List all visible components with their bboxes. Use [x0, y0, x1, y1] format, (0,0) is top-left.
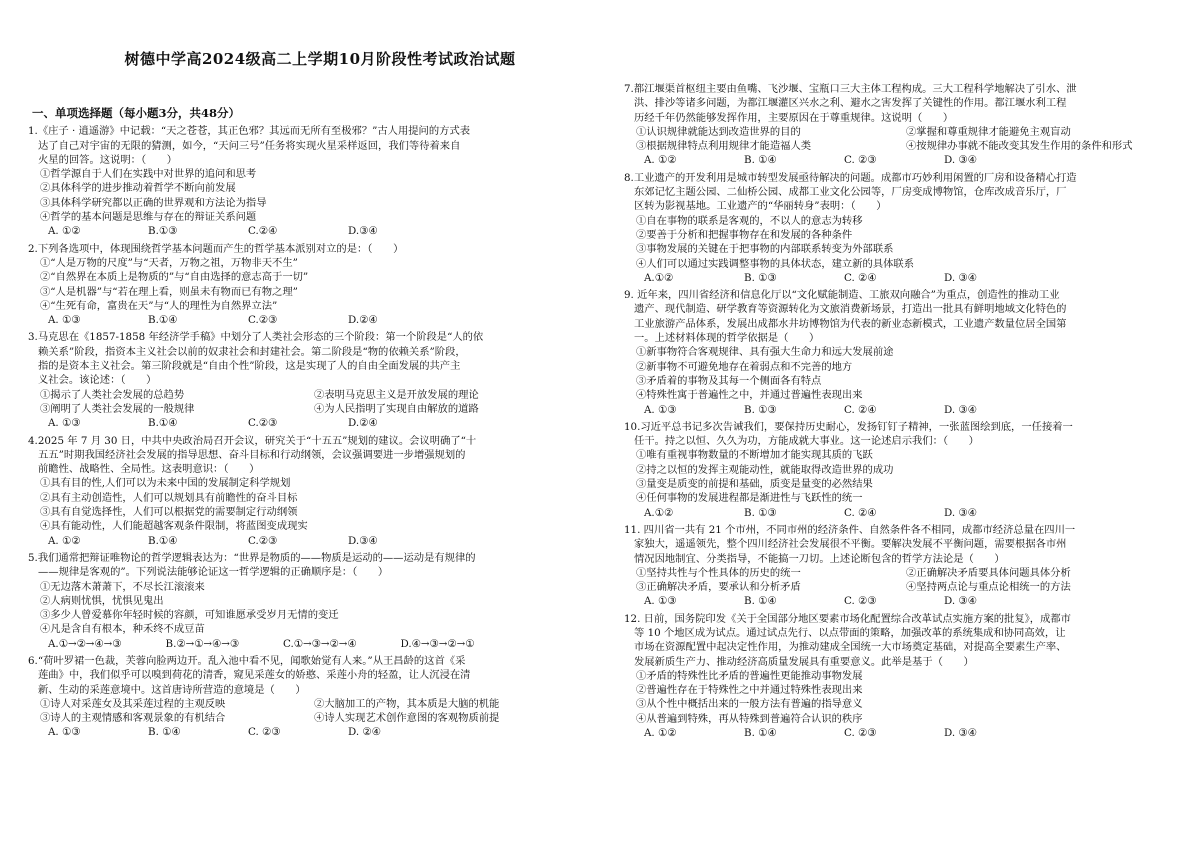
option-row — [28, 711, 588, 725]
question-item — [624, 288, 1176, 417]
answer-choices — [624, 403, 1044, 417]
question-stem-line: 莲曲》中，我们似乎可以嗅到荷花的清香，窥见采莲女的娇憨、采莲小舟的轻盈，让人沉浸在清 — [38, 669, 471, 682]
answer-choice[interactable]: C.②③ — [248, 534, 278, 547]
question-stem-line: 工业旅游产品体系，发展出成都水井坊博物馆为代表的新业态新模式，工业遗产数量位居全国第 — [634, 317, 1067, 330]
question-item — [28, 124, 588, 238]
question-stem-line: 前瞻性、战略性、全局性。这表明意识：（ ） — [38, 463, 260, 476]
question-stem-line: 洪、排沙等诸多问题，为都江堰灌区兴水之利、避水之害发挥了关键性的作用。都江堰水利工程 — [634, 97, 1067, 110]
answer-choice[interactable]: A. ①③ — [644, 595, 677, 608]
statement-option: ①坚持共性与个性具体的历史的统一 — [636, 566, 801, 579]
question-stem-line: 一。上述材料体现的哲学依据是（ ） — [634, 332, 820, 345]
answer-choice[interactable]: C. ②④ — [844, 506, 877, 519]
statement-option: ④从普遍到特殊，再从特殊到普遍符合认识的秩序 — [636, 712, 863, 725]
statement-option: ③具有自觉选择性，人们可以根据党的需要制定行动纲领 — [40, 506, 298, 519]
statement-option: ④按规律办事就不能改变其发生作用的条件和形式 — [906, 140, 1133, 153]
statement-option: ②要善于分析和把握事物存在和发展的各种条件 — [636, 228, 853, 241]
statement-option: ③量变是质变的前提和基础，质变是量变的必然结果 — [636, 478, 873, 491]
question-stem-line: 达了自己对宇宙的无限的猜测，如今，“天问三号”任务将实现火星采样返回，我们等待着来自 — [38, 139, 461, 152]
statement-option: ③矛盾着的事物及其每一个侧面各有特点 — [636, 374, 822, 387]
question-item — [28, 242, 588, 328]
option-row — [28, 388, 588, 402]
statement-option: ②持之以恒的发挥主观能动性，就能取得改造世界的成功 — [636, 463, 894, 476]
answer-choices — [28, 637, 518, 651]
answer-choice[interactable]: C. ②③ — [248, 726, 281, 739]
answer-choice[interactable]: C.②③ — [248, 417, 278, 430]
question-stem-line: 等 10 个地区成为试点。通过试点先行、以点带面的策略，加强改革的系统集成和协同高效，让 — [634, 626, 1066, 639]
question-stem-line: 7.都江堰渠首枢纽主要由鱼嘴、飞沙堰、宝瓶口三大主体工程构成。三大工程科学地解决了引水、泄 — [624, 83, 1077, 95]
option-row — [624, 125, 1176, 139]
answer-choices — [28, 725, 448, 739]
answer-choice[interactable]: B.①④ — [148, 534, 178, 547]
answer-choice[interactable]: D. ③④ — [944, 154, 977, 167]
question-stem-line: 五五”时期我国经济社会发展的指导思想、奋斗目标和行动纲领，会议强调要进一步增强规划的 — [38, 448, 466, 461]
answer-choice[interactable]: D. ③④ — [944, 403, 977, 416]
answer-choice[interactable]: D. ③④ — [944, 506, 977, 519]
statement-option: ①“人是万物的尺度”与“天者，万物之祖，万物非天不生” — [40, 256, 298, 269]
question-stem-line: 历经千年仍然能够发挥作用，主要原因在于尊重规律。这说明（ ） — [634, 111, 954, 124]
question-stem-line: 火星的回答。这说明：（ ） — [38, 153, 178, 166]
question-item — [28, 330, 588, 430]
statement-option: ②具体科学的进步推动着哲学不断向前发展 — [40, 182, 236, 195]
answer-choices — [624, 271, 1044, 285]
statement-option: ④为人民指明了实现自由解放的道路 — [314, 402, 479, 415]
statement-option: ②掌握和尊重规律才能避免主观盲动 — [906, 125, 1071, 138]
answer-choice[interactable]: D. ②④ — [348, 726, 381, 739]
question-stem-line: 遗产、现代制造、研学教育等资源转化为文旅消费新场景，打造出一批具有鲜明地域文化特色的 — [634, 303, 1067, 316]
answer-choice[interactable]: B.①③ — [148, 225, 178, 238]
statement-option: ④特殊性寓于普遍性之中，并通过普遍性表现出来 — [636, 389, 863, 402]
statement-option: ②正确解决矛盾要具体问题具体分析 — [906, 566, 1071, 579]
answer-choice[interactable]: A.①② — [644, 506, 674, 519]
statement-option: ③正确解决矛盾，要承认和分析矛盾 — [636, 581, 801, 594]
statement-option: ④哲学的基本问题是思维与存在的辩证关系问题 — [40, 211, 257, 224]
question-stem-line: 11. 四川省一共有 21 个市州，不同市州的经济条件、自然条件各不相同，成都市经济总量在四川一 — [624, 523, 1076, 536]
section-header: 一、单项选择题（每小题3分，共48分） — [32, 106, 241, 120]
question-stem-line: 情况因地制宜、分类指导，不能搞一刀切。上述论断包含的哲学方法论是（ ） — [634, 552, 1005, 565]
answer-choice[interactable]: C. ②④ — [844, 271, 877, 284]
answer-choices — [624, 594, 1044, 608]
answer-choice[interactable]: D.②④ — [348, 314, 378, 327]
question-stem-line: ——规律是客观的”。下列说法能够论证这一哲学逻辑的正确顺序是：（ ） — [38, 566, 389, 579]
exam-title: 树德中学高2024级高二上学期10月阶段性考试政治试题 — [124, 50, 516, 68]
statement-option: ④“生死有命，富贵在天”与“人的理性为自然界立法” — [40, 299, 278, 312]
question-item — [624, 612, 1176, 741]
question-stem-line: 1.《庄子 · 逍遥游》中记载：“天之苍苍，其正色邪？其远而无所有至极邪？”古人用提问的方式表 — [28, 125, 471, 138]
statement-option: ①诗人对采莲女及其采莲过程的主观反映 — [40, 697, 226, 710]
answer-choice[interactable]: A. ①② — [48, 534, 81, 547]
answer-choice[interactable]: B.①④ — [148, 314, 178, 327]
statement-option: ④坚持两点论与重点论相统一的方法 — [906, 581, 1071, 594]
answer-choice[interactable]: B. ①③ — [744, 271, 777, 284]
answer-choice[interactable]: A. ①③ — [48, 726, 81, 739]
question-stem-line: 9. 近年来，四川省经济和信息化厅以“文化赋能制造、工旅双向融合”为重点，创造性的推动工业 — [624, 289, 1060, 302]
answer-choice[interactable]: C. ②③ — [844, 154, 877, 167]
answer-choice[interactable]: B.①④ — [148, 417, 178, 430]
question-stem-line: 8.工业遗产的开发利用是城市转型发展亟待解决的问题。成都市巧妙利用闲置的厂房和设备精心打造 — [624, 171, 1077, 184]
question-stem-line: 新、生动的采莲意境中。这首唐诗所营造的意境是（ ） — [38, 683, 306, 696]
left-question-list — [28, 124, 588, 739]
statement-option: ①认识规律就能达到改造世界的目的 — [636, 125, 801, 138]
statement-option: ①揭示了人类社会发展的总趋势 — [40, 388, 185, 401]
answer-choice[interactable]: A.①② — [644, 271, 674, 284]
answer-choice[interactable]: C. ②③ — [844, 595, 877, 608]
option-row — [624, 566, 1176, 580]
question-stem-line: 义社会。该论述：（ ） — [38, 374, 157, 387]
question-stem-line: 5.我们通常把辩证唯物论的哲学逻辑表达为：“世界是物质的——物质是运动的——运动是有规律的 — [28, 551, 476, 564]
statement-option: ②表明马克思主义是开放发展的理论 — [314, 388, 479, 401]
answer-choice[interactable]: D. ③④ — [944, 271, 977, 284]
statement-option: ①具有目的性,人们可以为未来中国的发展制定科学规划 — [40, 477, 291, 490]
question-item — [624, 523, 1176, 609]
question-stem-line: 4.2025 年 7 月 30 日，中共中央政治局召开会议，研究关于“十五五”规划的建议。会议明确了“十 — [28, 434, 477, 447]
statement-option: ③从个性中概括出来的一般方法有普遍的指导意义 — [636, 698, 863, 711]
question-stem-line: 3.马克思在《1857-1858 年经济学手稿》中划分了人类社会形态的三个阶段：第一个阶段是“人的依 — [28, 331, 484, 344]
answer-choices — [28, 534, 448, 548]
question-stem-line: 发展新质生产力、推动经济高质量发展具有重要意义。此举是基于（ ） — [634, 655, 974, 668]
answer-choices — [624, 153, 1044, 167]
question-stem-line: 10.习近平总书记多次告诫我们，要保持历史耐心，发扬钉钉子精神，一张蓝图绘到底，一任接着一 — [624, 420, 1073, 433]
answer-choice[interactable]: D.④→③→②→① — [400, 637, 475, 650]
statement-option: ④人们可以通过实践调整事物的具体状态，建立新的具体联系 — [636, 257, 915, 270]
answer-choice[interactable]: D. ③④ — [944, 727, 977, 740]
statement-option: ①新事物符合客观规律、具有强大生命力和远大发展前途 — [636, 346, 894, 359]
answer-choice[interactable]: C.②③ — [248, 314, 278, 327]
question-stem-line: 赖关系”阶段，指资本主义社会以前的奴隶社会和封建社会。第二阶段是“物的依赖关系”阶段， — [38, 345, 466, 358]
statement-option: ④任何事物的发展进程都是渐进性与飞跃性的统一 — [636, 492, 863, 505]
answer-choice[interactable]: D.②④ — [348, 417, 378, 430]
statement-option: ④具有能动性，人们能超越客观条件限制，将蓝图变成现实 — [40, 520, 308, 533]
answer-choice[interactable]: A. ①② — [644, 154, 677, 167]
statement-option: ①矛盾的特殊性比矛盾的普遍性更能推动事物发展 — [636, 669, 863, 682]
statement-option: ③“人是机器”与“若在理上看，则虽未有物而已有物之理” — [40, 285, 298, 298]
statement-option: ③具体科学研究都以正确的世界观和方法论为指导 — [40, 196, 267, 209]
answer-choice[interactable]: B. ①④ — [744, 154, 777, 167]
answer-choice[interactable]: C.①→③→②→④ — [283, 637, 357, 650]
statement-option: ②大脑加工的产物，其本质是大脑的机能 — [314, 697, 500, 710]
answer-choice[interactable]: B. ①④ — [744, 727, 777, 740]
question-item — [624, 171, 1176, 285]
question-stem-line: 区转为影视基地。工业遗产的“华丽转身”表明：（ ） — [634, 200, 887, 213]
statement-option: ③事物发展的关键在于把事物的内部联系转变为外部联系 — [636, 243, 894, 256]
answer-choice[interactable]: B. ①④ — [744, 595, 777, 608]
question-stem-line: 6.“荷叶罗裙一色裁，芙蓉向脸两边开。乱入池中看不见，闻歌始觉有人来。”从王昌龄的这首《采 — [28, 654, 466, 667]
statement-option: ①哲学源自于人们在实践中对世界的追问和思考 — [40, 168, 257, 181]
answer-choice[interactable]: A. ①② — [644, 727, 677, 740]
answer-choice[interactable]: A.①→②→④→③ — [48, 637, 122, 650]
question-stem-line: 2.下列各选项中，体现围绕哲学基本问题而产生的哲学基本派别对立的是：（ ） — [28, 242, 404, 255]
question-item — [624, 420, 1176, 520]
question-item — [28, 551, 588, 651]
left-column — [28, 106, 588, 743]
statement-option: ②人病则忧惧，忧惧见鬼出 — [40, 594, 164, 607]
statement-option: ②“自然界在本质上是物质的”与“自由选择的意志高于一切” — [40, 271, 309, 284]
statement-option: ②新事物不可避免地存在着弱点和不完善的地方 — [636, 360, 853, 373]
answer-choices — [624, 506, 1044, 520]
statement-option: ①唯有重视事物数量的不断增加才能实现其质的飞跃 — [636, 449, 873, 462]
statement-option: ①自在事物的联系是客观的，不以人的意志为转移 — [636, 214, 863, 227]
question-item — [624, 82, 1176, 168]
answer-choice[interactable]: B. ①③ — [744, 403, 777, 416]
answer-choices — [28, 224, 448, 238]
right-question-list — [624, 82, 1176, 740]
statement-option: ③多少人曾爱慕你年轻时候的容颜，可知谁愿承受岁月无情的变迁 — [40, 609, 339, 622]
statement-option: ③根据规律特点利用规律才能造福人类 — [636, 140, 812, 153]
answer-choices — [624, 726, 1044, 740]
answer-choice[interactable]: A. ①③ — [48, 314, 81, 327]
answer-choice[interactable]: B. ①③ — [744, 506, 777, 519]
answer-choice[interactable]: A. ①② — [48, 225, 81, 238]
question-stem-line: 任干。持之以恒、久久为功，方能成就大事业。这一论述启示我们：（ ） — [634, 435, 979, 448]
question-item — [28, 434, 588, 548]
answer-choice[interactable]: C. ②③ — [844, 727, 877, 740]
question-stem-line: 市场在资源配置中起决定性作用，为推动建成全国统一大市场奠定基础，对提高全要素生产率、 — [634, 641, 1067, 654]
statement-option: ③诗人的主观情感和客观景象的有机结合 — [40, 712, 226, 725]
question-stem-line: 家独大，遥遥领先，整个四川经济社会发展很不平衡。要解决发展不平衡问题，需要根据各市州 — [634, 538, 1067, 551]
statement-option: ④凡是含自有根本，种禾终不成豆苗 — [40, 623, 205, 636]
answer-choice[interactable]: C. ②④ — [844, 403, 877, 416]
question-stem-line: 东郊记忆主题公园、二仙桥公园、成都工业文化公园等，厂房变成博物馆，仓库改成音乐厅，厂 — [634, 186, 1067, 199]
option-row — [624, 139, 1176, 153]
statement-option: ①无边落木萧萧下，不尽长江滚滚来 — [40, 580, 205, 593]
answer-choice[interactable]: C.②④ — [248, 225, 278, 238]
statement-option: ④诗人实现艺术创作意图的客观物质前提 — [314, 712, 500, 725]
answer-choices — [28, 416, 448, 430]
statement-option: ③阐明了人类社会发展的一般规律 — [40, 402, 195, 415]
question-item — [28, 654, 588, 740]
answer-choice[interactable]: A. ①③ — [48, 417, 81, 430]
answer-choice[interactable]: B.②→①→④→③ — [165, 637, 240, 650]
question-stem-line: 指的是资本主义社会。第三阶段就是“自由个性”阶段，这是实现了人的自由全面发展的共产主 — [38, 360, 461, 373]
answer-choice[interactable]: D.③④ — [348, 534, 378, 547]
option-row — [28, 697, 588, 711]
answer-choice[interactable]: A. ①③ — [644, 403, 677, 416]
right-column — [624, 82, 1176, 743]
answer-choices — [28, 313, 448, 327]
question-stem-line: 12. 日前，国务院印发《关于全国部分地区要素市场化配置综合改革试点实施方案的批复》，成都市 — [624, 612, 1071, 625]
option-row — [28, 402, 588, 416]
option-row — [624, 580, 1176, 594]
statement-option: ②具有主动创造性，人们可以规划具有前瞻性的奋斗目标 — [40, 491, 298, 504]
statement-option: ②普遍性存在于特殊性之中并通过特殊性表现出来 — [636, 684, 863, 697]
answer-choice[interactable]: D. ③④ — [944, 595, 977, 608]
answer-choice[interactable]: B. ①④ — [148, 726, 181, 739]
answer-choice[interactable]: D.③④ — [348, 225, 378, 238]
